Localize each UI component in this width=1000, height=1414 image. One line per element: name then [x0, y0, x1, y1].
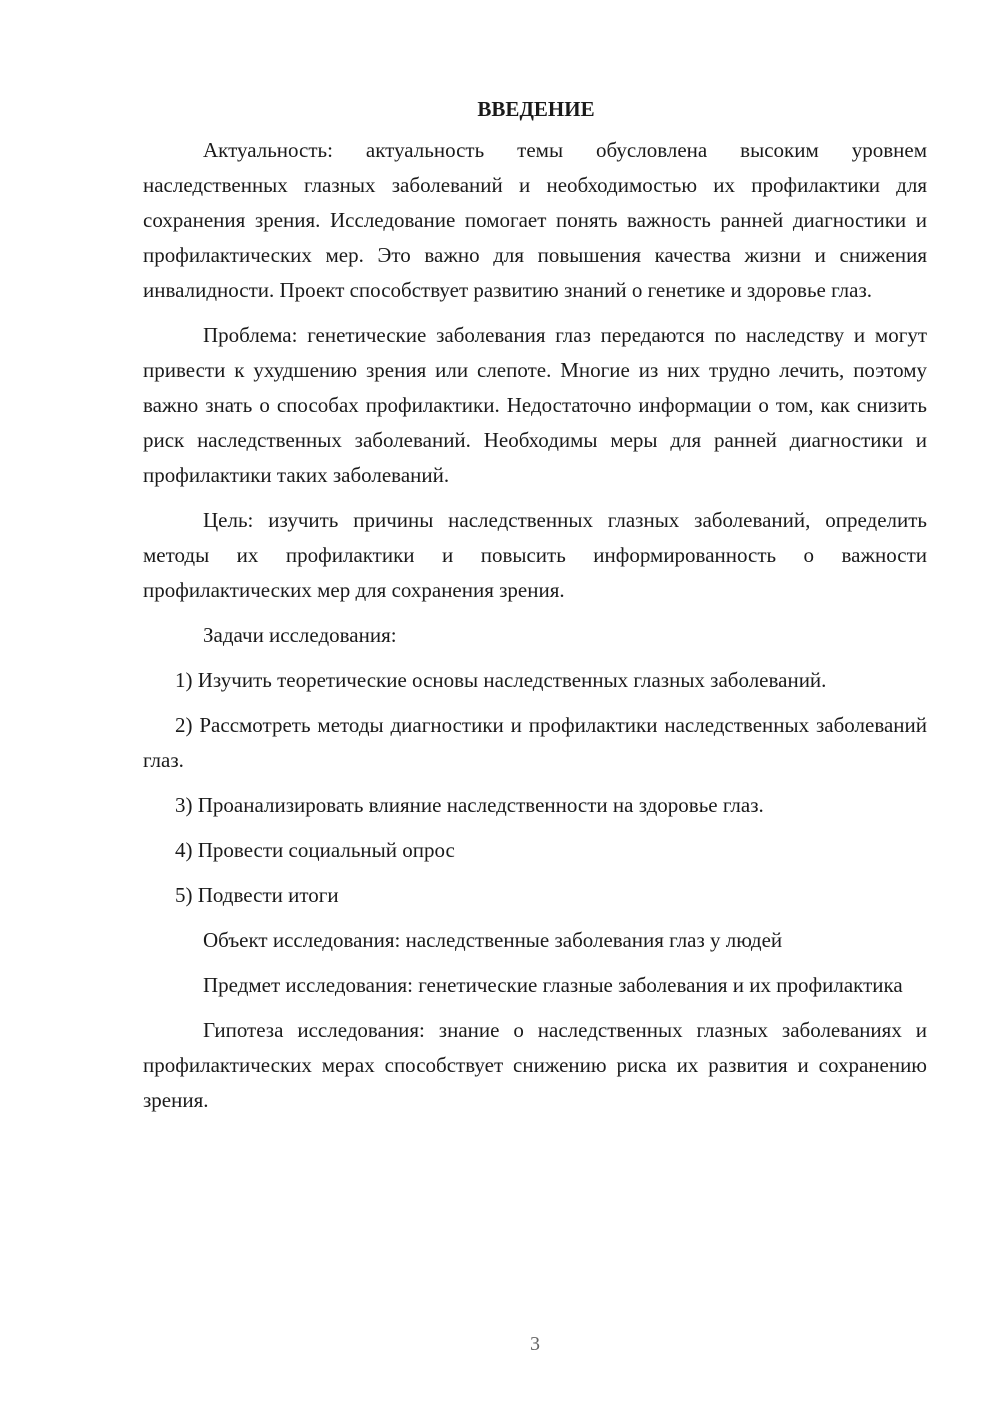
task-item-5: 5) Подвести итоги: [175, 883, 339, 907]
problem-paragraph: Проблема: генетические заболевания глаз передаются по наследству и могут привести к ухудшению зрения или слепоте. Многие из них трудно лечить, поэтому важно знать о способах профилактики. Недостаточно информации о том, как снизить риск наследственных заболеваний. Необходимы меры для ранней диагностики и профилактики таких заболеваний.: [143, 323, 927, 487]
subject-paragraph: Предмет исследования: генетические глазные заболевания и их профилактика: [203, 973, 903, 997]
section-heading: ВВЕДЕНИЕ: [477, 97, 595, 121]
tasks-heading: Задачи исследования:: [203, 623, 397, 647]
task-item-4: 4) Провести социальный опрос: [175, 838, 455, 862]
task-item-3: 3) Проанализировать влияние наследственности на здоровье глаз.: [175, 793, 764, 817]
task-item-2: 2) Рассмотреть методы диагностики и профилактики наследственных заболеваний глаз.: [143, 713, 927, 772]
task-item-1: 1) Изучить теоретические основы наследственных глазных заболеваний.: [175, 668, 827, 692]
page-number: 3: [530, 1333, 540, 1355]
object-paragraph: Объект исследования: наследственные заболевания глаз у людей: [203, 928, 783, 952]
tasks-list: [143, 663, 927, 913]
goal-paragraph: Цель: изучить причины наследственных глазных заболеваний, определить методы их профилактики и повысить информированность о важности профилактических мер для сохранения зрения.: [143, 508, 927, 602]
document-page: [143, 92, 927, 1128]
hypothesis-paragraph: Гипотеза исследования: знание о наследственных глазных заболеваниях и профилактических мерах способствует снижению риска их развития и сохранению зрения.: [143, 1018, 927, 1112]
relevance-paragraph: Актуальность: актуальность темы обусловлена высоким уровнем наследственных глазных заболеваний и необходимостью их профилактики для сохранения зрения. Исследование помогает понять важность ранней диагностики и профилактических мер. Это важно для повышения качества жизни и снижения инвалидности. Проект способствует развитию знаний о генетике и здоровье глаз.: [143, 138, 927, 302]
